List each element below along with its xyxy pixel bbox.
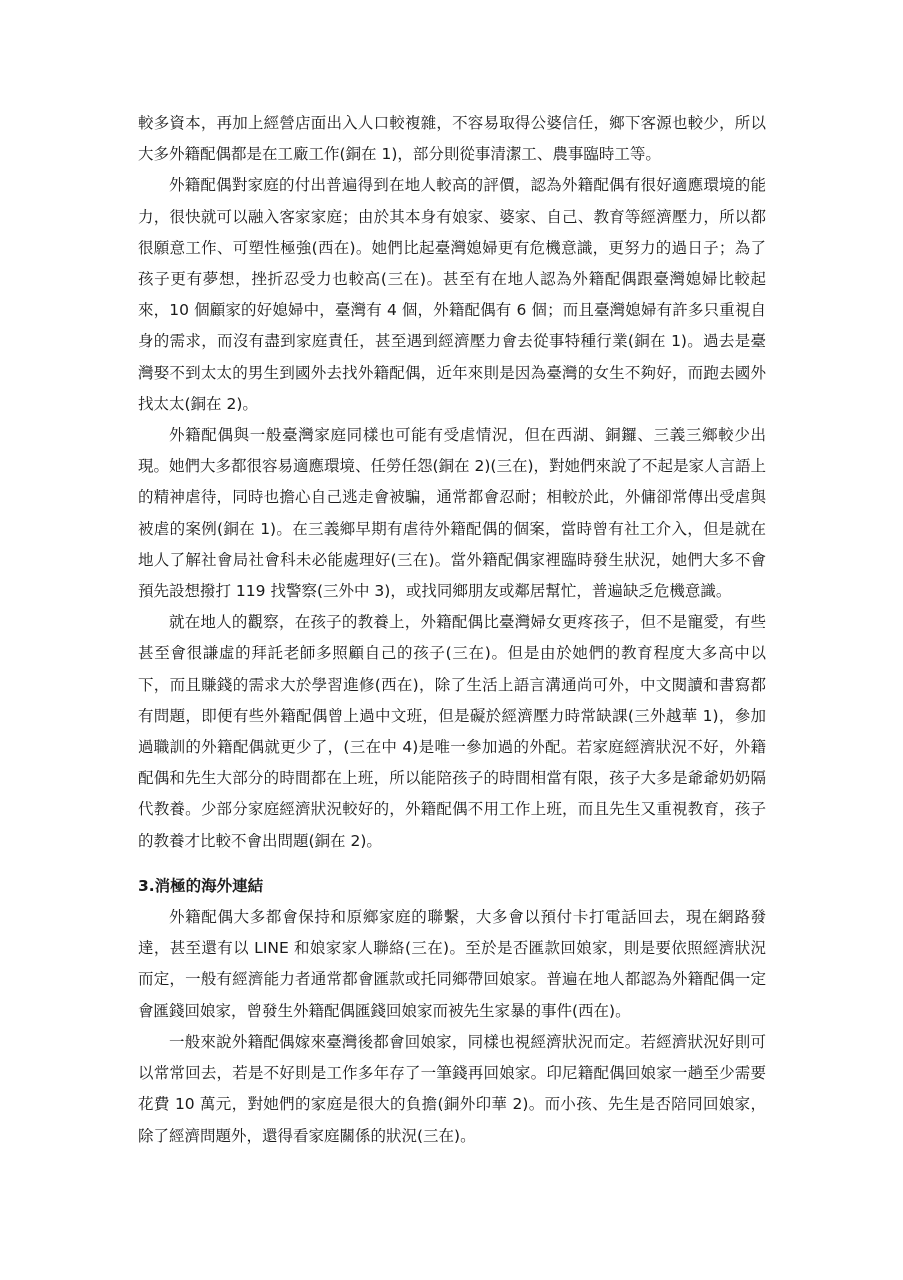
paragraph-child-education: 就在地人的觀察，在孩子的教養上，外籍配偶比臺灣婦女更疼孩子，但不是寵愛，有些甚至會很謙虛的拜託老師多照顧自己的孩子(三在)。但是由於她們的教育程度大多高中以下，而且賺錢的需求大於學習進修(西在)，除了生活上語言溝通尚可外，中文閱讀和書寫都有問題，即便有些外籍配偶曾上過中文班，但是礙於經濟壓力時常缺課(三外越華 1)，參加過職訓的外籍配偶就更少了，(三在中 4)是唯一參加過的外配。若家庭經濟狀況不好，外籍配偶和先生大部分的時間都在上班，所以能陪孩子的時間相當有限，孩子大多是爺爺奶奶隔代教養。少部分家庭經濟狀況較好的，外籍配偶不用工作上班，而且先生又重視教育，孩子的教養才比較不會出問題(銅在 2)。 xyxy=(138,613,766,850)
paragraph-continuation: 較多資本，再加上經營店面出入人口較複雜，不容易取得公婆信任，鄉下客源也較少，所以大多外籍配偶都是在工廠工作(銅在 1)，部分則從事清潔工、農事臨時工等。 xyxy=(138,114,766,164)
paragraph-contact-home: 外籍配偶大多都會保持和原鄉家庭的聯繫，大多會以預付卡打電話回去，現在網路發達，甚至還有以 LINE 和娘家家人聯絡(三在)。至於是否匯款回娘家，則是要依照經濟狀況而定，一般有經濟能力者通常都會匯款或托同鄉帶回娘家。普遍在地人都認為外籍配偶一定會匯錢回娘家，曾發生外籍配偶匯錢回娘家而被先生家暴的事件(西在)。 xyxy=(138,908,766,1020)
paragraph-family-contribution: 外籍配偶對家庭的付出普遍得到在地人較高的評價，認為外籍配偶有很好適應環境的能力，很快就可以融入客家家庭；由於其本身有娘家、婆家、自己、教育等經濟壓力，所以都很願意工作、可塑性極強(西在)。她們比起臺灣媳婦更有危機意識，更努力的過日子；為了孩子更有夢想，挫折忍受力也較高(三在)。甚至有在地人認為外籍配偶跟臺灣媳婦比較起來，10 個顧家的好媳婦中，臺灣有 4 個，外籍配偶有 6 個；而且臺灣媳婦有許多只重視自身的需求，而沒有盡到家庭責任，甚至遇到經濟壓力會去從事特種行業(銅在 1)。過去是臺灣娶不到太太的男生到國外去找外籍配偶，近年來則是因為臺灣的女生不夠好，而跑去國外找太太(銅在 2)。 xyxy=(138,176,766,413)
section-heading: 3.消極的海外連結 xyxy=(138,876,264,895)
document-body xyxy=(138,108,766,1152)
paragraph-return-home: 一般來說外籍配偶嫁來臺灣後都會回娘家，同樣也視經濟狀況而定。若經濟狀況好則可以常常回去，若是不好則是工作多年存了一筆錢再回娘家。印尼籍配偶回娘家一趟至少需要花費 10 萬元，對她們的家庭是很大的負擔(銅外印華 2)。而小孩、先生是否陪同回娘家，除了經濟問題外，還得看家庭關係的狀況(三在)。 xyxy=(138,1032,766,1145)
paragraph-abuse: 外籍配偶與一般臺灣家庭同樣也可能有受虐情況，但在西湖、銅鑼、三義三鄉較少出現。她們大多都很容易適應環境、任勞任怨(銅在 2)(三在)，對她們來說了不起是家人言語上的精神虐待，同時也擔心自己逃走會被騙，通常都會忍耐；相較於此，外傭卻常傳出受虐與被虐的案例(銅在 1)。在三義鄉早期有虐待外籍配偶的個案，當時曾有社工介入，但是就在地人了解社會局社會科未必能處理好(三在)。當外籍配偶家裡臨時發生狀況，她們大多不會預先設想撥打 119 找警察(三外中 3)，或找同鄉朋友或鄰居幫忙，普遍缺乏危機意識。 xyxy=(138,426,766,601)
